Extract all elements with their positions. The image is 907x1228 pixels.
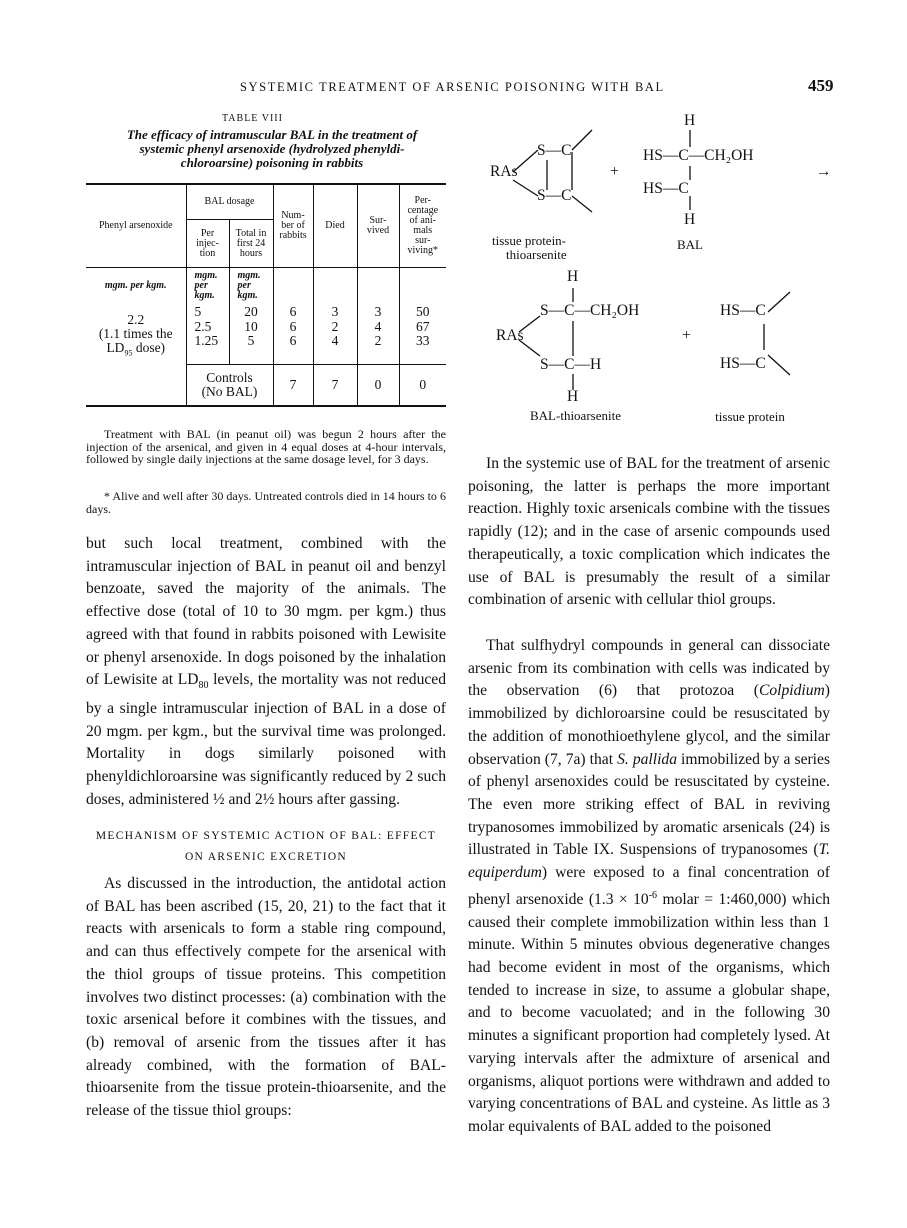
unit-line: mgm. [237,270,261,281]
chem-atom: H [589,356,602,373]
chem-h: H [684,112,696,129]
table-cell: 3 [313,304,357,319]
table-cell: 2 [357,334,399,365]
table-cell: 7 [273,365,313,406]
header-line: rabbits [279,230,307,241]
controls-label [186,365,273,406]
chem-h: H [567,268,579,285]
table-cell: 5 [229,334,273,365]
header-per-injection [186,220,229,268]
header-line: centage [407,205,439,216]
section-heading-line: MECHANISM OF SYSTEMIC ACTION OF BAL: EFFECT [95,830,437,842]
chem-atom: HS [643,180,663,197]
chem-row: HS—C [720,302,766,319]
label-bal: BAL [677,237,703,252]
left-paragraph-1: but such local treatment, combined with the intramuscular injection of BAL in peanut oil and benzyl benzoate, saved the majority of the animals. The effective dose (total of 10 to 30 mgm. per kgm.) thus agreed with that found in rabbits poisoned with Lewisite or phenyl arsenoxide. In dogs poisoned by the inhalation of Lewisite at $LD_{80}$ levels, the mortality was not reduced by a single intramuscular injection of BAL in a dose of 20 mgm. per kgm., but the survival time was prolonged. Mortality in dogs similarly poisoned with phenyldichloroarsine was significantly reduced by 2 such doses, administered ½ and 2½ hours after gassing. [86,535,447,808]
chem-atom: C [755,302,766,319]
unit-line: mgm. [194,270,218,281]
chem-row: HS—C [720,355,766,372]
header-line: viving* [407,245,439,256]
header-line: Sur- [369,215,387,226]
header-number-of-rabbits [273,184,313,268]
chem-ras: RAs [490,163,518,180]
chem-bal-row1: HS—C—CH₂OH [643,147,754,164]
chem-atom: S [537,187,546,204]
chem-atom: HS [720,302,740,319]
header-line: first 24 [236,237,266,249]
header-percentage [399,184,446,268]
chem-row: S—C—H [540,356,602,373]
chem-plus: + [610,163,619,180]
unit-total [229,268,273,305]
right-paragraph-1: In the systemic use of BAL for the treatment of arsenic poisoning, the latter is perhaps the more important reaction. Highly toxic arsenicals combine with the tissues rapidly (12); and in the case of arsenic compounds used therapeutically, a toxic complication which indicates the use of BAL is presumably the result of a similar combination of arsenic with cellular thiol groups. [468,455,830,609]
chem-atom: C [561,142,572,159]
table-cell: 0 [399,365,446,406]
header-line: Num- [281,210,305,221]
header-died: Died [313,184,357,268]
label-line: tissue protein- [492,233,567,248]
table-footnote: * Alive and well after 30 days. Untreated controls died in 14 hours to 6 days. [86,489,446,516]
dose-line: (1.1 times the [98,326,173,342]
label-bal-thioarsenite: BAL-thioarsenite [530,408,621,423]
controls-line: Controls [206,369,253,385]
label-tissue-protein: tissue protein [715,409,785,424]
running-head [0,76,907,100]
table-caption [98,128,446,170]
table-cell: 33 [399,334,446,365]
unit-per-injection [186,268,229,305]
header-line: Per [200,227,215,239]
table-cell: 6 [273,319,313,334]
table-cell: 4 [313,334,357,365]
chem-atom: S [540,302,549,319]
table-cell: 2.5 [186,319,229,334]
table-cell: 7 [313,365,357,406]
left-paragraph-2: As discussed in the introduction, the antidotal action of BAL has been ascribed (15, 20, 21) to the fact that it reacts with arsenicals to form a stable ring compound, and can thus effectively compete for the arsenical with the thiol groups of tissue proteins. This competition involves two distinct processes: (a) combination with the toxic arsenical before it combines with the tissues, and (b) removal of arsenic from the tissues after it has already combined, with the formation of BAL-thioarsenite from the tissue protein-thioarsenite, and the release of the tissue thiol groups: [86,875,446,1120]
header-line: vived [366,225,390,236]
dose-line: $LD_{95}$ dose) [106,340,166,359]
chem-s: S—C [537,142,572,159]
chem-h: H [684,211,696,228]
section-heading [86,826,446,868]
table-cell: 3 [357,304,399,319]
header-line: Total in [235,227,267,239]
chem-arrow: → [816,163,832,180]
table-cell: 5 [186,304,229,319]
table-cell: 6 [273,334,313,365]
dose-line: 2.2 [127,312,145,328]
header-line: tion [199,247,216,259]
table-cell: 10 [229,319,273,334]
chem-atom: C [678,180,689,197]
table-cell: 4 [357,319,399,334]
label-tissue-thioarsenite [492,234,592,262]
chem-atom: C [755,355,766,372]
header-line: of ani- [409,215,436,226]
header-line: hours [239,247,263,259]
caption-line: The efficacy of intramuscular BAL in the treatment of [126,127,418,142]
chem-atom: C [561,187,572,204]
chem-atom: C [564,356,575,373]
running-head-title: SYSTEMIC TREATMENT OF ARSENIC POISONING WITH BAL [240,80,665,94]
unit-line: kgm. [194,290,215,301]
label-line: thioarsenite [506,247,567,262]
caption-line: chloroarsine) poisoning in rabbits [180,155,364,170]
chem-bal-row2: HS—C [643,180,689,197]
table-cell: 6 [273,304,313,319]
chem-atom: CH₂OH [704,147,754,164]
dose-label [86,304,186,365]
chem-s: S—C [537,187,572,204]
header-bal-dosage: BAL dosage [186,184,273,220]
unit-line: per [237,280,251,291]
data-table [86,183,446,407]
header-line: sur- [415,235,431,246]
chem-ras: RAs [496,327,524,344]
right-paragraph-2: That sulfhydryl compounds in general can dissociate arsenic from its combination with cells was indicated by the observation (6) that protozoa (Colpidium) immobilized by dichloroarsine could be resuscitated by the addition of monothioethylene glycol, and the similar observation (7, 7a) that S. pallida immobilized by a series of phenyl arsenoxides could be resuscitated by cysteine. The even more striking effect of BAL in reviving trypanosomes immobilized by aromatic arsenicals (24) is illustrated in Table IX. Suspensions of trypanosomes (T. equiperdum) were exposed to a final concentration of phenyl arsenoxide ($1.3 \times 10^{-6}$ molar = 1:460,000) which caused their complete immobilization within less than 1 minute. Within 5 minutes obvious degenerative changes had become evident in most of the organisms, which tended to increase in size, to assume a globular shape, and to become vacuolated; and in the following 30 minutes a significant proportion had completely lysed. At varying intervals after the admixture of arsenical and organisms, aliquot portions were withdrawn and added to varying concentrations of BAL and cysteine. As little as 3 molar equivalents of BAL added to the poisoned [468,637,831,1135]
unit-line: per [194,280,208,291]
chem-row: S—C—CH₂OH [540,302,640,319]
header-phenyl-arsenoxide: Phenyl arsenoxide [86,184,186,268]
chem-plus: + [682,327,691,344]
table-cell: 1.25 [186,334,229,365]
table-footnote: Treatment with BAL (in peanut oil) was begun 2 hours after the injection of the arsenical, and given in 4 equal doses at 4-hour intervals, followed by single daily injections at the same dosage level, for 3 days. [86,427,446,466]
header-total-first-24 [229,220,273,268]
table-cell: 67 [399,319,446,334]
header-line: mals [413,225,433,236]
page-number: 459 [808,76,834,95]
section-heading-line: ON ARSENIC EXCRETION [184,851,348,863]
chem-h: H [567,388,579,405]
chem-atom: HS [720,355,740,372]
chem-atom: S [537,142,546,159]
table-cell: 20 [229,304,273,319]
table-cell: 50 [399,304,446,319]
unit-phenyl: mgm. per kgm. [104,280,167,291]
table-label: TABLE VIII [222,113,283,124]
chem-atom: C [564,302,575,319]
header-line: injec- [196,237,219,249]
controls-line: (No BAL) [201,383,258,399]
table-cell: 2 [313,319,357,334]
chem-atom: CH₂OH [589,302,640,319]
header-line: Per- [414,195,431,206]
chem-atom: HS [643,147,663,164]
header-survived [357,184,399,268]
table-cell: 0 [357,365,399,406]
chem-atom: S [540,356,549,373]
unit-line: kgm. [237,290,258,301]
caption-line: systemic phenyl arsenoxide (hydrolyzed phenyldi- [139,141,405,156]
header-line: ber of [281,220,305,231]
chem-atom: C [678,147,689,164]
